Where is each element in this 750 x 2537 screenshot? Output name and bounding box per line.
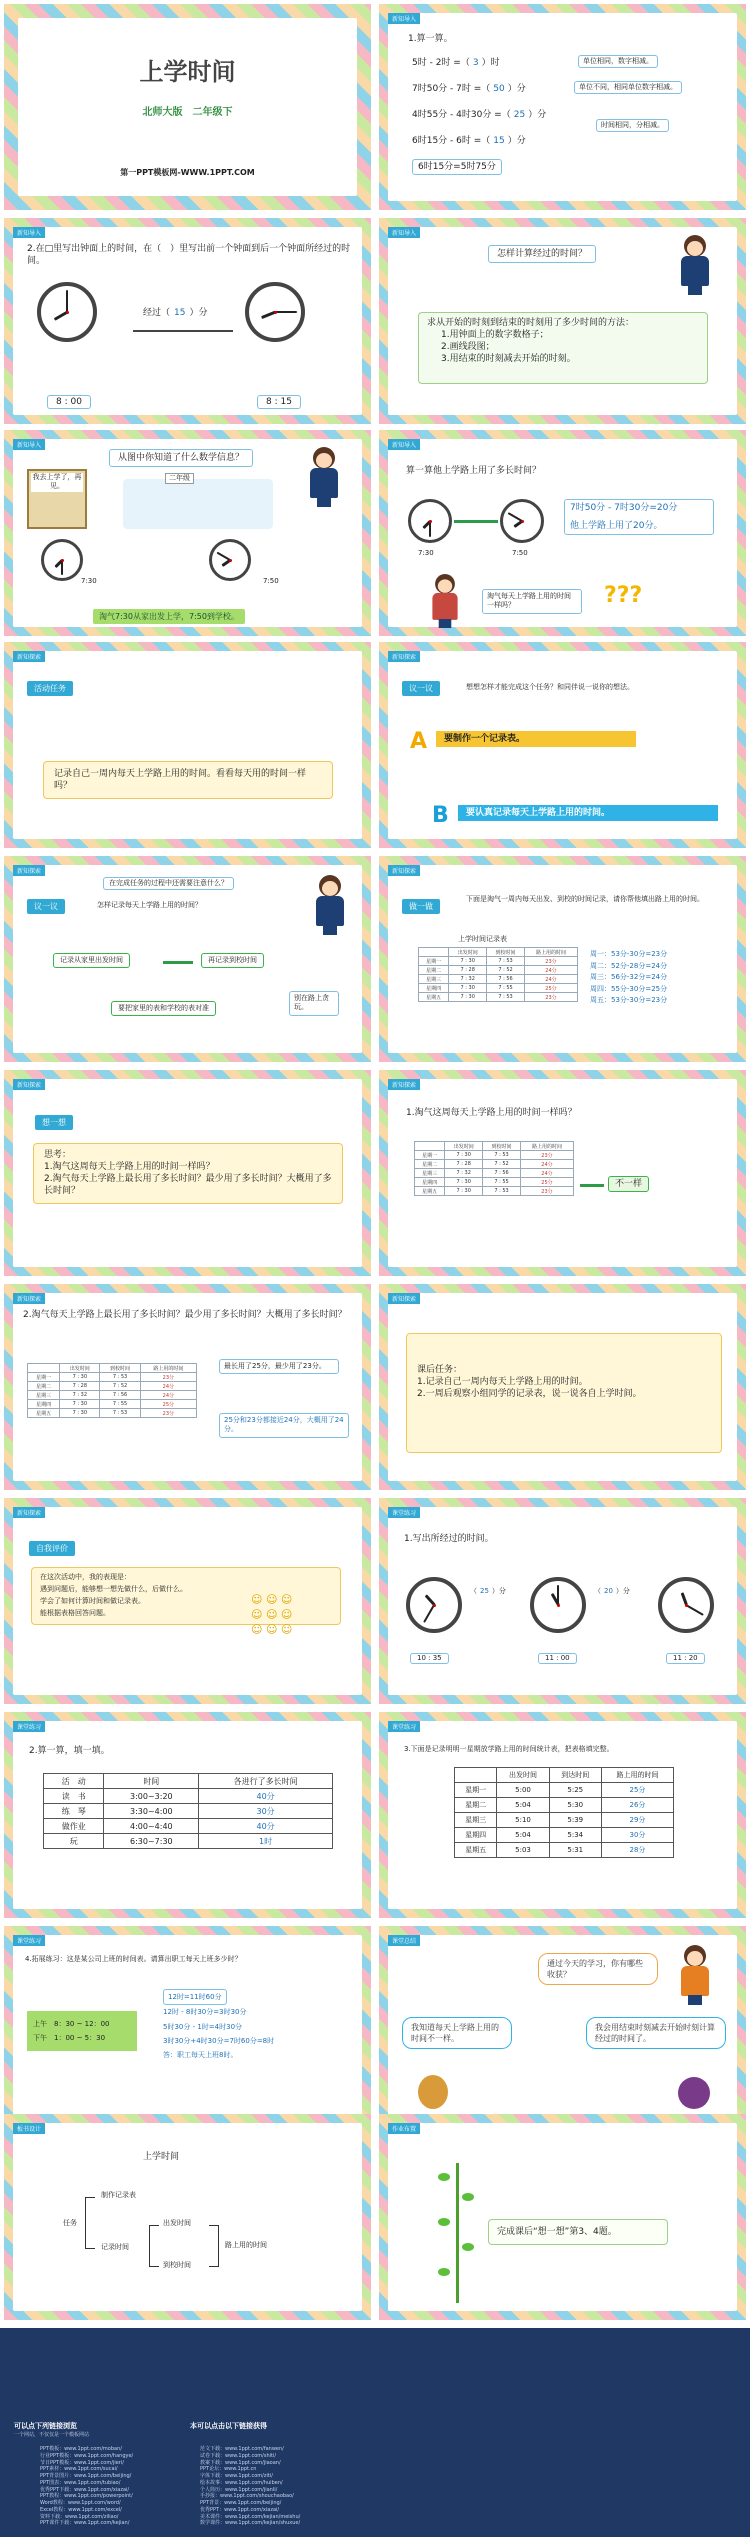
clock-start [408, 499, 452, 543]
option-b-label: B [432, 803, 449, 828]
footer-links-left [40, 2446, 133, 2527]
table-header: 活 动 时间 各进行了多长时间 [44, 1774, 333, 1789]
school-scene [123, 479, 273, 529]
footer-link[interactable]: PPT论坛：www.1ppt.cn [200, 2466, 257, 2473]
clock-end [500, 499, 544, 543]
section-tag: 新知导入 [13, 439, 45, 450]
task-text: 记录自己一周内每天上学路上用的时间。看看每天用的时间一样吗？ [43, 761, 333, 799]
table-row: 星期一 7 : 30 7 : 53 23分 [28, 1373, 197, 1382]
node-make-table: 制作记录表 [101, 2191, 136, 2199]
record-table: 出发时间 到校时间 路上用的时间 星期一 7 : 30 7 : 53 23分 星期二 7 : 28 7 : 52 24分 星期三 7 : 32 7 : 56 24分 星期四 7 : 30 7 : 55 25分 星期五 7 : 30 7 : 53 23分 [27, 1363, 197, 1418]
subtitle: 北师大版 二年级下 [142, 107, 233, 118]
vine-decoration [428, 2163, 488, 2303]
clock-arrive [209, 539, 251, 581]
clock-start [37, 282, 97, 342]
slide-exercise-1 [379, 1498, 746, 1704]
time-end: 7:50 [512, 549, 528, 557]
elapsed-label: 经过（ 15 ）分 [143, 308, 208, 318]
line-connector [454, 520, 498, 523]
table-header: 出发时间 到校时间 路上用的时间 [419, 948, 578, 957]
footer-link[interactable]: PPT图表：www.1ppt.com/tubiao/ [40, 2479, 121, 2486]
slide-exercise-2 [4, 1712, 371, 1918]
arrow-link [163, 961, 193, 964]
footer-link[interactable]: 资料下载：www.1ppt.com/ziliao/ [40, 2513, 119, 2520]
slide-record-table [379, 856, 746, 1062]
table-row: 星期三 5:10 5:39 29分 [455, 1813, 674, 1828]
section-tag: 新知探索 [13, 1293, 45, 1304]
solution-steps: 12时=11时60分 12时 - 8时30分=3时30分 5时30分 - 1时=4时30分 3时30分+4时30分=7时60分=8时 答：职工每天上班8时。 [163, 1989, 274, 2063]
slide-activity-task [4, 642, 371, 848]
time-arrive: 7:50 [263, 577, 279, 585]
footer-left-head: 可以点下列链接浏览 [14, 2422, 77, 2430]
table-row: 星期三 7 : 32 7 : 56 24分 [28, 1391, 197, 1400]
section-tag: 作业布置 [388, 2123, 420, 2134]
student-figure [430, 574, 461, 628]
schedule-box: 上午 8：30 ~ 12：00 下午 1：00 ~ 5：30 [27, 2011, 137, 2051]
home-sign: 我去上学了，再见。 [32, 473, 82, 491]
eval-box: 在这次活动中，我的表现是： 遇到问题后，能够想一想先做什么，后做什么。 学会了如何计算时间和做记录表。 能根据表格回答问题。 [31, 1567, 341, 1625]
node-road-time: 路上用的时间 [225, 2241, 267, 2249]
record-table: 出发时间 到校时间 路上用的时间 星期一 7 : 30 7 : 53 23分 星期二 7 : 28 7 : 52 24分 星期三 7 : 32 7 : 56 24分 星期四 7 : 30 7 : 55 25分 星期五 7 : 30 7 : 53 23分 [414, 1141, 574, 1196]
section-tag: 板书设计 [13, 2123, 45, 2134]
footer-link[interactable]: 行业PPT模板：www.1ppt.com/hangye/ [40, 2452, 134, 2459]
method-box: 求从开始的时刻到结束的时刻用了多少时间的方法： 1.用钟面上的数字数格子； 2.画线段图； 3.用结束的时刻减去开始的时刻。 [418, 312, 708, 384]
time-box-2: 11 : 00 [538, 1653, 577, 1664]
answer-box: 不一样 [608, 1176, 649, 1192]
section-tag: 新知导入 [13, 227, 45, 238]
slide-homework-task [379, 1284, 746, 1490]
clock-3 [658, 1577, 714, 1633]
activity-badge: 活动任务 [27, 681, 73, 696]
table-row: 做作业 4:00~4:40 40分 [44, 1819, 333, 1834]
footer-link[interactable]: 个人简历：www.1ppt.com/jianli/ [200, 2486, 278, 2493]
board-title: 上学时间 [143, 2152, 180, 2162]
footer-link[interactable]: PPT课件下载：www.1ppt.com/kejian/ [40, 2520, 130, 2527]
slide-think [4, 1070, 371, 1276]
instruction: 下面是淘气一周内每天出发、到校的时间记录，请你帮他填出路上用的时间。 [466, 895, 704, 903]
note-arrive: 再记录到校时间 [201, 953, 264, 968]
info-bar: 淘气7:30从家出发上学，7:50到学校。 [93, 609, 245, 624]
footer-link[interactable]: PPT模板：www.1ppt.com/moban/ [40, 2446, 122, 2452]
question: 2.算一算，填一填。 [29, 1746, 110, 1756]
footer-link[interactable]: PPT素材：www.1ppt.com/sucai/ [40, 2466, 118, 2473]
time-box-end: 8 : 15 [257, 395, 301, 409]
note-sync: 要把家里的表和学校的表对准 [111, 1001, 216, 1016]
slide-clock-elapsed [4, 218, 371, 424]
node-record-time: 记录时间 [101, 2243, 129, 2251]
calc-box: 7时50分 - 7时30分=20分 他上学路上用了20分。 [564, 499, 714, 535]
footer-link[interactable]: PPT教程：www.1ppt.com/powerpoint/ [40, 2493, 133, 2500]
record-table [418, 947, 578, 1002]
footer-right-head: 本可以点击以下链接获得 [190, 2422, 267, 2430]
question-bubble: 怎样计算经过的时间？ [488, 245, 596, 263]
row-2: 7时50分 - 7时 =（ 50 ）分 [412, 84, 526, 94]
table-row: 星期二 7 : 28 7 : 52 24分 [415, 1160, 574, 1169]
section-tag: 课堂练习 [13, 1721, 45, 1732]
brace-lines-3 [209, 2225, 219, 2267]
slide-calc-method [379, 218, 746, 424]
clock-end [245, 282, 305, 342]
table-title: 上学时间记录表 [458, 935, 507, 943]
gap-2: （ 20 ）分 [594, 1587, 630, 1595]
fruit-figure-1 [418, 2075, 448, 2109]
time-depart: 7:30 [81, 577, 97, 585]
option-a-label: A [410, 729, 428, 754]
brace-lines-2 [149, 2225, 159, 2267]
slide-answer-1 [379, 1070, 746, 1276]
note-3: 时间相同，分相减。 [596, 119, 669, 132]
question-bubble: 从图中你知道了什么数学信息？ [109, 449, 253, 467]
slide-extension [4, 1926, 371, 2132]
footer-link[interactable]: 优秀PPT下载：www.1ppt.com/xiazai/ [40, 2486, 130, 2493]
slide-self-eval [4, 1498, 371, 1704]
section-tag: 新知探索 [388, 1079, 420, 1090]
footer-link[interactable]: 数学课件：www.1ppt.com/kejian/shuxue/ [200, 2520, 301, 2527]
question: 1.淘气这周每天上学路上用的时间一样吗？ [406, 1108, 577, 1118]
footer-link[interactable]: 教案下载：www.1ppt.com/jiaoan/ [200, 2459, 281, 2466]
footer-link[interactable]: 节日PPT模板：www.1ppt.com/jieri/ [40, 2459, 124, 2466]
table-row: 星期五 7 : 30 7 : 53 23分 [415, 1187, 574, 1196]
conversion-box: 6时15分=5时75分 [412, 159, 502, 175]
section-tag: 新知探索 [388, 865, 420, 876]
think-box: 思考： 1.淘气这周每天上学路上用的时间一样吗？ 2.淘气每天上学路上最长用了多长时间？最少用了多长时间？大概用了多长时间？ [33, 1143, 343, 1204]
table-row: 星期四 7 : 30 7 : 55 25分 [28, 1400, 197, 1409]
footer-link[interactable]: PPT背景图片：www.1ppt.com/beijing/ [40, 2473, 132, 2479]
footer-link[interactable]: 字体下载：www.1ppt.com/ziti/ [200, 2473, 273, 2479]
footer-link[interactable]: 优秀PPT：www.1ppt.com/xiazai/ [200, 2506, 280, 2513]
node-depart-time: 出发时间 [163, 2219, 191, 2227]
task-box: 课后任务： 1.记录自己一周内每天上学路上用的时间。 2.一周后观察小组同学的记录表，说一说各自上学时间。 [406, 1333, 722, 1453]
section-tag: 新知导入 [388, 227, 420, 238]
table-row: 星期四 7 : 30 7 : 55 25分 [419, 984, 578, 993]
section-tag: 课堂总结 [388, 1935, 420, 1946]
section-tag: 新知探索 [13, 865, 45, 876]
footer-link[interactable]: 试卷下载：www.1ppt.com/shiti/ [200, 2452, 277, 2459]
note-2: 单位不同，相同单位数字相减。 [574, 81, 682, 94]
footer-link[interactable]: 手抄报：www.1ppt.com/shouchaobao/ [200, 2493, 294, 2500]
footer-links-right [200, 2446, 300, 2527]
section-tag: 新知导入 [388, 13, 420, 24]
footer-link[interactable]: 绘本故事：www.1ppt.com/huiben/ [200, 2479, 283, 2486]
table-row: 星期一 5:00 5:25 25分 [455, 1783, 674, 1798]
table-header: 出发时间 到达时间 路上用的时间 [455, 1768, 674, 1783]
slide-board-design [4, 2114, 371, 2320]
answer-longest: 最长用了25分，最少用了23分。 [219, 1359, 339, 1374]
row-4: 6时15分 - 6时 =（ 15 ）分 [412, 136, 526, 146]
smiley-icons: ☺ ☺ ☺ ☺ ☺ ☺ ☺ ☺ ☺ [251, 1593, 293, 1636]
footer-link[interactable]: Excel教程：www.1ppt.com/excel/ [40, 2506, 122, 2513]
footer-link[interactable]: 范文下载：www.1ppt.com/fanwen/ [200, 2446, 284, 2452]
table-row: 星期三 7 : 32 7 : 56 24分 [419, 975, 578, 984]
table-row: 星期二 5:04 5:30 26分 [455, 1798, 674, 1813]
section-tag: 新知探索 [388, 651, 420, 662]
slide-scene [4, 430, 371, 636]
section-tag: 课堂练习 [388, 1507, 420, 1518]
section-tag: 课堂练习 [13, 1935, 45, 1946]
doit-badge: 做一做 [402, 899, 440, 914]
clock-depart [41, 539, 83, 581]
node-arrive-time: 到校时间 [163, 2261, 191, 2269]
week-table [454, 1767, 674, 1858]
table-row: 星期五 7 : 30 7 : 53 23分 [419, 993, 578, 1002]
teacher-figure [678, 235, 712, 295]
heading: 1.算一算。 [408, 34, 453, 44]
option-b: 要认真记录每天上学路上用的时间。 [458, 805, 718, 821]
slide-record-method [4, 856, 371, 1062]
student-figure [678, 1945, 712, 2005]
footer-link[interactable]: 美术课件：www.1ppt.com/kejian/meishu/ [200, 2513, 301, 2520]
slide-calc-review [379, 4, 746, 210]
teacher-figure [307, 447, 341, 507]
eval-badge: 自我评价 [29, 1541, 75, 1556]
row-3: 4时55分 - 4时30分 =（ 25 ）分 [412, 110, 547, 120]
question-bubble: 通过今天的学习，你有哪些收获？ [538, 1953, 658, 1985]
section-tag: 新知探索 [13, 1079, 45, 1090]
fruit-figure-2 [678, 2077, 710, 2109]
clock-2 [530, 1577, 586, 1633]
section-tag: 新知探索 [388, 1293, 420, 1304]
question: 4.拓展练习：这是某公司上班的时间表。请算出职工每天上班多少时？ [25, 1955, 242, 1963]
question: 算一算他上学路上用了多长时间？ [406, 466, 542, 476]
question-bubble: 在完成任务的过程中还需要注意什么？ [103, 877, 234, 890]
slide-homework [379, 2114, 746, 2320]
slide-summary [379, 1926, 746, 2132]
answer-approx: 25分和23分都接近24分，大概用了24分。 [219, 1413, 349, 1438]
question: 1.写出所经过的时间。 [404, 1534, 494, 1544]
slide-compute [379, 430, 746, 636]
homework-text: 完成课后“想一想”第3、4题。 [488, 2219, 668, 2245]
slide-body [18, 18, 357, 196]
answer-bubble-1: 我知道每天上学路上用的时间不一样。 [402, 2017, 512, 2049]
website-label: 第一PPT模板网-WWW.1PPT.COM [120, 168, 255, 177]
section-tag: 新知探索 [13, 651, 45, 662]
question: 3.下面是记录明明一星期放学路上用的时间统计表，把表格填完整。 [404, 1745, 614, 1753]
gap-1: （ 25 ）分 [470, 1587, 506, 1595]
page-title: 上学时间 [139, 58, 236, 86]
brace-lines [85, 2197, 95, 2249]
think-bubble: 淘气每天上学路上用的时间一样吗？ [482, 589, 582, 614]
slide-answer-2 [4, 1284, 371, 1490]
discuss-badge: 议一议 [402, 681, 440, 696]
time-start: 7:30 [418, 549, 434, 557]
activity-table [43, 1773, 333, 1849]
footer [0, 2328, 750, 2537]
node-task: 任务 [63, 2219, 77, 2227]
section-tag: 新知探索 [13, 1507, 45, 1518]
section-tag: 新知导入 [388, 439, 420, 450]
arrow-right [133, 330, 233, 332]
question-2: 怎样记录每天上学路上用的时间？ [97, 901, 202, 909]
table-row: 读 书 3:00~3:20 40分 [44, 1789, 333, 1804]
time-box-start: 8 : 00 [47, 395, 91, 409]
answer-bubble-2: 我会用结束时刻减去开始时刻计算经过的时间了。 [586, 2017, 726, 2049]
time-box-3: 11 : 20 [666, 1653, 705, 1664]
question-text: 2.在□里写出钟面上的时间，在（ ）里写出前一个钟面到后一个钟面所经过的时间。 [27, 244, 351, 267]
footer-left-sub: 一个网站，不仅仅是一个模板网站 [14, 2432, 90, 2438]
table-row: 星期一 7 : 30 7 : 53 23分 [419, 957, 578, 966]
table-row: 星期二 7 : 28 7 : 52 24分 [28, 1382, 197, 1391]
table-row: 星期三 7 : 32 7 : 56 24分 [415, 1169, 574, 1178]
arrow-link [580, 1184, 604, 1187]
table-row: 星期二 7 : 28 7 : 52 24分 [419, 966, 578, 975]
table-row: 星期五 7 : 30 7 : 53 23分 [28, 1409, 197, 1418]
section-tag: 课堂练习 [388, 1721, 420, 1732]
clock-1 [406, 1577, 462, 1633]
teacher-figure [313, 875, 347, 935]
calc-list: 周一：53分-30分=23分 周二：52分-28分=24分 周三：56分-32分=24分 周四：55分-30分=25分 周五：53分-30分=23分 [590, 950, 668, 1005]
think-badge: 想一想 [35, 1115, 73, 1130]
footer-link[interactable]: PPT背景：www.1ppt.com/beijing/ [200, 2500, 282, 2506]
note-depart: 记录从家里出发时间 [53, 953, 130, 968]
slide-cover [4, 4, 371, 210]
table-row: 星期五 5:03 5:31 28分 [455, 1843, 674, 1858]
footer-link[interactable]: Word教程：www.1ppt.com/word/ [40, 2500, 121, 2506]
table-row: 星期一 7 : 30 7 : 53 23分 [415, 1151, 574, 1160]
slide-discuss [379, 642, 746, 848]
table-row: 星期四 5:04 5:34 30分 [455, 1828, 674, 1843]
table-row: 玩 6:30~7:30 1时 [44, 1834, 333, 1849]
option-a: 要制作一个记录表。 [436, 731, 636, 747]
note-dont-dawdle: 别在路上贪玩。 [289, 991, 339, 1016]
table-row: 星期四 7 : 30 7 : 55 25分 [415, 1178, 574, 1187]
question: 2.淘气每天上学路上最长用了多长时间？最少用了多长时间？大概用了多长时间？ [23, 1310, 347, 1320]
discuss-badge: 议一议 [27, 899, 65, 914]
school-sign: 二年级 [165, 473, 194, 484]
question-marks: ??? [604, 583, 643, 608]
table-row: 练 琴 3:30~4:00 30分 [44, 1804, 333, 1819]
time-box-1: 10 : 35 [410, 1653, 449, 1664]
row-1: 5时 - 2时 =（ 3 ）时 [412, 58, 500, 68]
question: 想想怎样才能完成这个任务？和同伴说一说你的想法。 [466, 683, 634, 691]
note-1: 单位相同，数字相减。 [578, 55, 658, 68]
slide-exercise-3 [379, 1712, 746, 1918]
